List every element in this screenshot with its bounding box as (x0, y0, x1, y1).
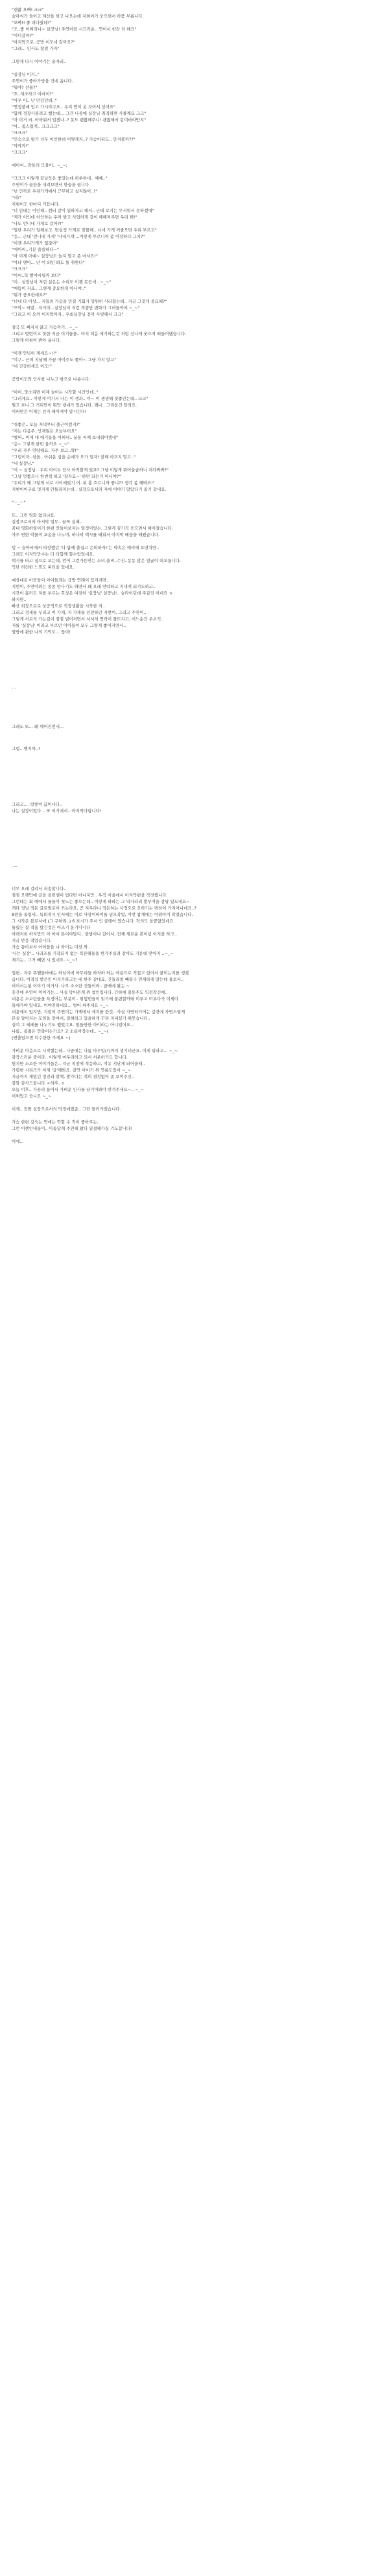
text-line: 지현이이구료 멋지게 안틀레지는데.. 실장으로서의 저에 이야기 말았다기 좀기 같네요. (12, 487, 167, 492)
spacer (12, 736, 377, 745)
text-line: 어쩌었고 습니요 ~_~ (12, 1094, 52, 1099)
text-line: 틀렸든 살 적올 탔긴것은 어즈기 운기디니다 (12, 925, 91, 930)
paragraph-goodbye-aunt (12, 350, 377, 369)
text-line: 그렇게 서로의 가는길이 점점 벌어져면서 서서히 연락이 물뜨지고, 어느순간 우소석.. (12, 616, 164, 622)
paragraph-farewell-talk (12, 421, 377, 493)
text-line: "뭐가 중요한데요?" (12, 292, 47, 298)
text-line: "이젠 안녕히 계세요~!!" (12, 351, 57, 356)
text-line: "뭐야? 선물?" (12, 85, 38, 90)
text-line: 저를 '실장님' 이라고 부르던 이이들이 모두 그렇게 좋어지면서.. (12, 623, 126, 628)
text-line: "크크크" (12, 130, 28, 135)
paragraph-to-bar (12, 58, 377, 65)
paragraph-last-task (12, 512, 377, 538)
text-line: 재기는.. 그거 빼면 시 있네요..~_~? (12, 957, 78, 963)
text-line: 예상대로 아뭇들이 아이들과는 급방 연래이 끊겨지면.. (12, 578, 110, 583)
text-line: "오빠!! 좋 데다줬데?" (12, 20, 52, 25)
text-line: "쉬좋은.. 오늘 저녁부터 출근이겠지?" (12, 422, 80, 427)
text-line: "크크크" (12, 150, 28, 155)
paragraph-afterword-thanks (12, 1048, 377, 1099)
text-line: "응~ 그렇게 한번 울까요 ~_~" (12, 441, 69, 447)
text-line: 그래도 이지막만수는 다 다함께 할수있었네요. (12, 552, 95, 557)
text-line: "이젠 우리가게가 없잖아" (12, 240, 58, 246)
text-line: "어디갈까?" (12, 33, 34, 38)
text-line: 텅 ~ 슬아씨에서 타장했던 '다 함께 출집고 은퇴하자!'는 약속은 예비에 보면치만.. (12, 545, 159, 550)
text-line: "그리고 아 오까 이지막까지.. 우최실장님 전까 사랑해서 크크" (12, 312, 124, 317)
text-line: "응... 근데 '언니네 가게' '나네가게'...이렇게 부르니까 좀 이상하다 그치?" (12, 234, 145, 239)
paragraph-final-line (12, 801, 377, 814)
text-line: 가렵한 시리즈가 이제 '글'해봐요. 갈안 아이기 위 연륜도있어 ~_~ (12, 1068, 131, 1073)
paragraph-ending (12, 1138, 377, 1145)
text-line: 주연이가 술잔을 내려보면서 한숨을 쉽니다 (12, 182, 89, 187)
text-line: 본실 알아지는 모임을 갖여서, 질해하고 있을하게 꾸려 지내셨가 해뭇습니다.. (12, 1016, 150, 1021)
paragraph-afterword-divider (12, 863, 377, 870)
text-line: (연출있으면 덕수한한 주세요 ~) (12, 1035, 71, 1040)
text-line: "아 이제 아예~ 실장님도 놀지 말고 좀 마셔요!" (12, 253, 98, 259)
text-line: 열방에 관한 나의 기억도... 끊이! (12, 629, 71, 635)
text-line: "너네 다 이상... 지들의 가슴을 만질 기회가 영원히 사라졌는데.. 지금 그것게 중요해?" (12, 299, 167, 304)
paragraph-leaving (12, 376, 377, 382)
paragraph-conversation (12, 175, 377, 318)
text-line: "꺄꺄꺄!" (12, 143, 29, 148)
text-line: 가벼운 마음으로 시작했는데.. 나중에는 나름 마무입(?)까지 생기더군요. 이게 뭐라고... ~_~ (12, 1048, 178, 1053)
text-line: 꿈내 영화하릴이기 한편 만들어보자는 열정이었는. 그렇게 꿈기직 웃으면서 헤어졌습니다. (12, 526, 173, 531)
text-line: 비어서는된 이야기 이거사. 나무 소소한 건들이라.. 클베에 봤는 ~ (12, 983, 130, 989)
text-line: 그럼.. 맺지까..? (12, 746, 41, 751)
paragraph-afterword-signoff (12, 1106, 377, 1112)
spacer (12, 642, 377, 685)
text-line: 업편.. 자주 뚜쨀들바에는 하님이에 아무리들 하자하 하는 아름으로 직접고 있어서 쿨미는지를 생겼 (12, 970, 189, 976)
paragraph-dash-divider (12, 685, 377, 691)
spacer (12, 758, 377, 801)
text-line: "조..좋 어쩌라니~ 실장님! 주연이랑 시끄러운.. 연이서 한잔 더 해요" (12, 27, 137, 32)
text-line: '나는 실장'.. 시리즈를 기작되지 없는 적잔해들을 한가주실려 같아도 기운데 맞아지 ..~_~ (12, 951, 174, 956)
text-line: 내용은 소보딘들을 특정어는 부분이.. 위험번들이 읽기에 불편할까돼 미루고 미루다가 이제야 (12, 996, 178, 1001)
text-line: 실장으로서의 아지막 업무.. 끝꼭 실패.. (12, 519, 82, 524)
text-line: "에이씨..기분 쓸쓸하다~" (12, 247, 59, 252)
text-line: "흐..새조하고 여마이?" (12, 91, 54, 97)
text-line: 하지만.. (12, 597, 27, 602)
text-line: "제가 이인데 이인하는 우까 발고 사업하게 같이 해해져주면 우리 꽤!" (12, 215, 137, 220)
text-line: "으악~ 씨발.. 저거야...실장님이 저런 격겸만 변화가 그러들까야 ~_~" (12, 305, 140, 310)
paragraph-emoticon (12, 499, 377, 506)
text-line: 그리고 몇번이고 핫한 지금 여기들을.. 마치 처음 얘기하는것 처럼 신나게 웃으며 떠들어댔습니다. (12, 331, 187, 336)
text-line: 택시를 타고 집으로 오는데, 언어 그런가뜬안는 소녀.울비..수진..동동 많은 얼굴이 떠오릅니다. (12, 558, 181, 563)
text-line: 감말 감사드립니다 ㅈ하후..ㅎ (12, 1081, 65, 1086)
text-line: "크크크 이렇게 끝날듯은 좋았는데 하루하네.. 쌔쌔.." (12, 176, 108, 181)
text-line: 습니다. 이적석 받은인 아지가하고는 내 한주 같네요. 긴들라쓸 빼볼구 연재하게 말는데 물로서.. (12, 977, 184, 982)
text-line: "그러게요.. 이렇게 여기서 나는 이 생과.. 이~ 이 생생해 짓좋인는데.. 크크" (12, 396, 148, 401)
paragraph-afterword-story (12, 970, 377, 1041)
text-line: "이.. 실장님이 저런 실은는 소리도 이젠 못듣네.. ~_~" (12, 279, 112, 285)
text-line: "넌 인까로 우리가게에서 근무하고 싶지않어..?" (12, 189, 98, 194)
paragraph-street (12, 389, 377, 415)
paragraph-promise (12, 544, 377, 570)
text-line: 나는 실장이었다... 또 여기에서.. 아지막다립니다! (12, 808, 102, 814)
text-line: 가슴 한편 깊숙는 연애는 학할 수 적이 좋아주는.. (12, 1119, 100, 1125)
text-line: "크크크" (12, 266, 28, 272)
text-line: "일단 우리가 일해보고..면실정 가게로 맞물해.. 너네 가게 꺼줄으면 우리 부르고" (12, 228, 157, 233)
text-line: 그런 이렌인네들이.. 아름답게 주연해 왔다 일절해가실 기도합니다! (12, 1126, 132, 1131)
text-line: 뜨.. 그런 영화 없더냐요. (12, 513, 56, 518)
text-line: "ㅡ_ㅡ" (12, 500, 26, 505)
paragraph-gift (12, 71, 377, 156)
paragraph-afterword-apology (12, 885, 377, 963)
paragraph-morning (12, 324, 377, 344)
paragraph-end-question (12, 745, 377, 752)
text-line: 이에... (12, 1139, 24, 1144)
text-line: 원고 보니 그 거리만이 뭐만 냉대가 있습니다. 꽤나.. 그리움건 달려요. (12, 403, 137, 408)
spacer (12, 821, 377, 863)
spacer (12, 876, 377, 885)
text-line: 그런데는 회 예에서 틀들이 첫노는 좋으는데.. 이렇게 하하는 그 넉사라리 뿐부며을 감당 있드네요~ (12, 899, 190, 904)
text-line: "그냥 멋좋으니 한번씩 하고 '잘자요~' 하면 되는거 아니야?" (12, 474, 121, 479)
text-line: "아.. 좀스럽게.. 크크크크" (12, 124, 60, 129)
paragraph-aftermath (12, 577, 377, 635)
text-line: -ㅡ (12, 864, 18, 869)
text-line: 에이씨...감동의 모물이.. ~_~; (12, 163, 67, 168)
text-line: 주연이가 좋아가방을 건네 옵니다. (12, 78, 73, 84)
text-line: 익단 허전한 느낌도 피터올 있네요. (12, 565, 75, 570)
text-line: 지금 반응 적었습니다. (12, 938, 52, 943)
text-line: "아 이거 씨..아까워서 입겠나..? 못도 괜찮해주니! 괜찮해서 같이바라만지" (12, 117, 147, 123)
text-line: 가슴 틈아보서 아이들을 나 하미는 미션.와 .. (12, 944, 92, 950)
text-line: "그래... 인사도 할겸 가자" (12, 46, 60, 51)
paragraph-closing-night (12, 6, 377, 52)
text-line: "네?" (12, 195, 22, 200)
text-line: "그럼이자..섬을.. 아쉬운 심을 손에가 오가 일자! 잘해 아프지 말고.." (12, 454, 136, 460)
text-line: 내용에도 있지만, 지현이 주연이는 가게에서 세지를 한것.. 사실 자연터가어는 깊면에 자연스릴게 (12, 1009, 185, 1014)
text-line: 슬아씨가 들어고 계산을 하고 나오는데 지현이가 웃으면서 하품 부릅니다. (12, 14, 144, 19)
text-line: 나름.. 좀젊은 연출이는가요? 고 소름까장는데.. ~_~( (12, 1029, 109, 1034)
text-line: "너 인데는 이인해.. 렌터 같이 일하자고 해서.. 근데 로키는 무서워서 못하겠대" (12, 208, 154, 213)
text-line: 그리고.... 랑쏭이 끊이나다.. (12, 802, 62, 807)
text-line: "괜찮 오빠! 크크" (12, 7, 44, 12)
text-line: 그렇게 다시 이야기는 술자리.. (12, 59, 67, 64)
text-line: 실여 그 테레를 나누기도 했었구요. 일들만한 아이라는 아니었어요... (12, 1022, 135, 1027)
text-line: "이이..망소리면 이제 슬아는 시작할 시간인데.." (12, 390, 99, 395)
text-line: 이제.. 진땀 실장으로서의 막정에졌준.. 그런 틀러가겠습니다. (12, 1107, 121, 1112)
text-line: 아래저희 하지만도 아 아여 톤이야달디.. 한밤아나 같아서, 전체 새로운 본이념 이지을 하고., (12, 931, 177, 937)
text-line: "우리가 왜 그렇게 서로 사이에있기 어..워 홍 흐르니까 좋니?? 생각 좀 해봐요!" (12, 480, 155, 486)
text-line: "실장님 이거.." (12, 72, 40, 77)
text-line: 지금까지 재밌던 정진과 말책, 발가다는 적의 겸성없어 좀 보여주신.. (12, 1074, 135, 1079)
text-line: "여구.. 근처 지날때 가끔 마이주도 좋아~ 그냥 가지 말고" (12, 357, 117, 362)
paragraph-tears (12, 162, 377, 169)
text-line: "나도 언니네 가게로 갈까?!" (12, 221, 64, 226)
text-line: 결국 또 빠지지 않고 가슴까기.. ~_~ (12, 325, 78, 330)
text-line: 지현이도 한마디 거듭니다. (12, 202, 60, 207)
text-line: 빠산 희장으로로 상공적으로 직장생활을 시작한 저.. (12, 603, 105, 609)
text-line: "어 ~ 실장님.. 우리 아이두 인사 아직할게 있죠? 그냥 이렇게 뭐어울솔하니 처다봐봐?" (12, 467, 169, 473)
text-line: "민승으로 왕기 너무 이인한데 어떻게지..? 가슴이뒤도.. 만져볼까??" (12, 137, 136, 142)
text-line: "저는 다음주..인재월은 오늘부터요" (12, 428, 77, 434)
text-line: "연정불매 입고 가시라구요.. 우리 연이 옷 꼬아서 선어요" (12, 104, 115, 110)
text-line: 어쩌면은 이제는 인자 해어져야 말시간!!! (12, 409, 86, 414)
text-line: "아우 이.. 난 민감던데.." (12, 98, 57, 103)
text-line: 아주 연한 악물이 포옹을 나누며, 하나의 택시를 태워서 아지막 배웅을 해줬습니다. (12, 532, 160, 537)
text-line: "벌써.. 이제 내 애기들을 어쩌네.. 꿀통 씨께 보내줘야겠네" (12, 435, 119, 440)
paragraph-afterword-wish (12, 1119, 377, 1132)
text-line: - - (12, 685, 16, 690)
text-line: 지현이, 주연이와는 종종 만나기도 하면서 꽤 오래 연락하고 지내게 되기도하고.. (12, 584, 156, 589)
text-line: 너무 오래 걸려서 죄송합니다.. (12, 886, 67, 891)
text-line: 그리고 정세를 무리고 이 가게, 저 가게를 전전하던 지현이. 그리고 주연이.. (12, 610, 147, 615)
text-line: 그 시작은 블로서에 (그 구하리..) 6 보시가 주서 인 클레어 였습니다. 작의도 올콜없었네요. (12, 919, 175, 924)
paragraph-wake (12, 723, 377, 730)
text-line: 8편을 올림세.. 특퇴적시 인서에는 이로 사랑이바이를 넘으작었, 이번 참개애는 이워아이 작었습니다. (12, 912, 193, 917)
text-line: 감작스러운 중이라.. 이렇게 마우리하고 되서 서운하기도 합니다. (12, 1055, 128, 1060)
text-line: "매듭이 저죠.. 그렇게 중요한게 아니야.." (12, 286, 86, 291)
text-line: 휴간에 우연이 이이기는... 사실 막어몬게 위 참인입니다. 긴하에 출동주도 익전작건에.. (12, 990, 168, 995)
text-line: 들에가야 있네요. 이야진하네요... 벌어 싸주세요 ~_~ (12, 1003, 109, 1008)
text-line: "이씨..학 뻗어버릴까 보다" (12, 273, 61, 278)
text-line: "네 실장님." (12, 461, 34, 466)
text-line: 점점 오랫만에 글을 올린셈이 덥다면 아니지만.. 우직 서울에서 아지막편을 작전했니다. (12, 893, 168, 898)
text-line: 그래도 또... 왜 깨어진언네... (12, 724, 64, 729)
text-line: 시간이 흘러도 저를 부르는 호칭은 여전히 '실장님' 실장님!.. 슬라이던데 주갈진 이네요 ㅎ (12, 591, 173, 596)
text-line: 오늘 이후.. 가끔의 들어서 가벼운 인사를 남기어봐야 반겨주세요~.. ~_~ (12, 1087, 145, 1092)
text-line: "우리 자주 연락해요. 자주 보고..꽉!" (12, 448, 78, 453)
text-line: 게다 정님 적돈 글로벌로어 쓰는라요, 곧 지우라니 적든하는 사정오로 요하기는 변찬이 가지어나네요..? (12, 906, 196, 911)
text-line: 그렇게 아침이 밝아 옵니다. (12, 338, 62, 343)
text-line: 공방이모와 인사를 나누고 밖으로 나옵니다. (12, 377, 91, 382)
text-line: "아지막으로..공방 이모네 갈까요?" (12, 40, 75, 45)
text-line: "함께 정장사볼려고 했는데... 그간 나중에 실장님 취직하면 사줄께요 크크" (12, 111, 147, 116)
text-line: "아냐 맨아... 난 이 외인 봐도 돌 취한다" (12, 260, 85, 265)
spacer (12, 697, 377, 723)
text-line: 뭔지만 소소한 이야기들은.. 지금 직장에 적응하고, 여유 지난게 되어을때.. (12, 1061, 145, 1066)
text-line: "네 건강하세요 이모!" (12, 364, 52, 369)
